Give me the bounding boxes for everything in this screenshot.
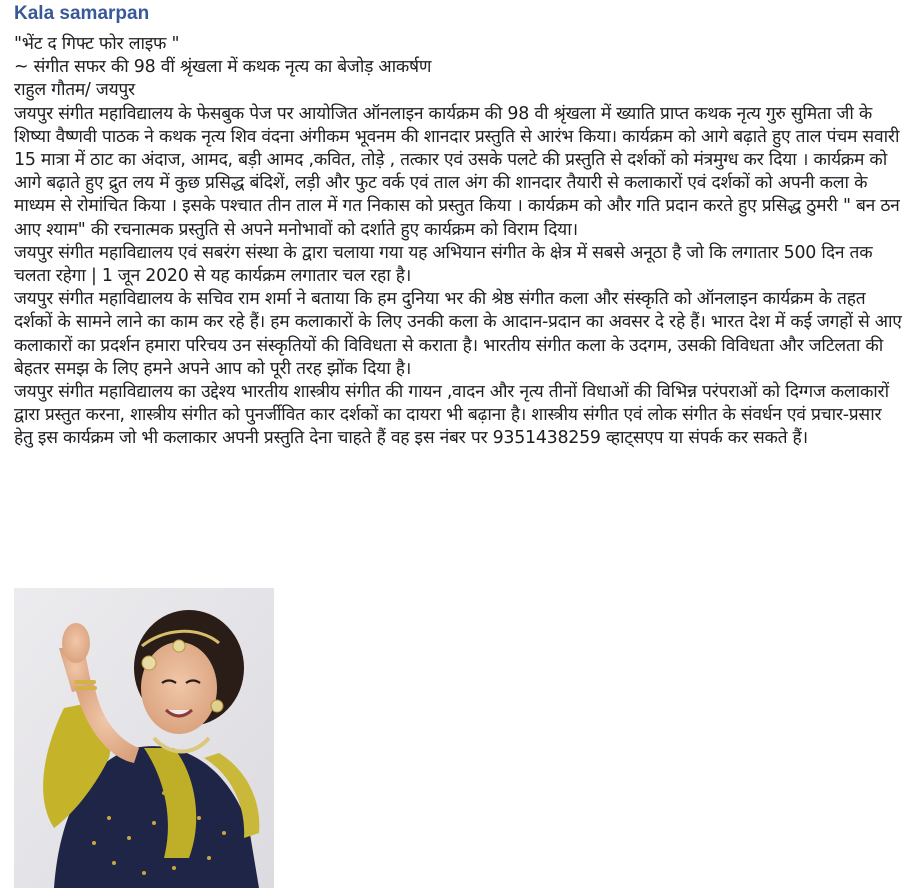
post-author-link[interactable]: Kala samarpan — [14, 3, 150, 24]
post-paragraph: जयपुर संगीत महाविद्यालय के सचिव राम शर्मा ने बताया कि हम दुनिया भर की श्रेष्ठ संगीत कला और संस्कृति को ऑनलाइन कार्यक्रम के तहत दर्शकों के सामने लाने का काम कर रहे हैं। हम कलाकारों के लिए उनकी कला के आदान-प्रदान का अवसर दे रहे हैं। भारत देश में कई जगहों से आए कलाकारों का प्रदर्शन हमारा परिचय उन संस्कृतियों की विविधता से कराता है। भारतीय संगीत कला के उदगम, उसकी विविधता और जटिलता की बेहतर समझ के लिए हमने अपने आप को पूरी तरह झोंक दिया है। — [14, 289, 902, 379]
post-body — [14, 33, 904, 451]
post-paragraph: जयपुर संगीत महाविद्यालय एवं सबरंग संस्था के द्वारा चलाया गया यह अभियान संगीत के क्षेत्र में सबसे अनूठा है जो कि लगातार 500 दिन तक चलता रहेगा | 1 जून 2020 से यह कार्यक्रम लगातार चल रहा है। — [14, 242, 873, 287]
post-photo[interactable] — [14, 588, 274, 888]
post-subtitle-line: ~ संगीत सफर की 98 वीं श्रृंखला में कथक नृत्य का बेजोड़ आकर्षण — [14, 57, 432, 78]
post-title-line: "भेंट द गिफ्ट फोर लाइफ " — [14, 34, 180, 54]
facebook-post — [14, 0, 904, 451]
post-byline: राहुल गौतम/ जयपुर — [14, 80, 135, 101]
post-paragraph: जयपुर संगीत महाविद्यालय का उद्देश्य भारतीय शास्त्रीय संगीत की गायन ,वादन और नृत्य तीनों विधाओं की विभिन्न परंपराओं को दिग्गज कलाकारों द्वारा प्रस्तुत करना, शास्त्रीय संगीत को पुनर्जीवित कार दर्शकों का दायरा भी बढ़ाना है। शास्त्रीय संगीत एवं लोक संगीत के संवर्धन एवं प्रचार-प्रसार हेतु इस कार्यक्रम जो भी कलाकार अपनी प्रस्तुति देना चाहते हैं वह इस नंबर पर 9351438259 व्हाट्सएप या संपर्क कर सकते हैं। — [14, 382, 889, 449]
post-paragraph: जयपुर संगीत महाविद्यालय के फेसबुक पेज पर आयोजित ऑनलाइन कार्यक्रम की 98 वी श्रृंखला में ख्याति प्राप्त कथक नृत्य गुरु सुमिता जी के शिष्या वैष्णवी पाठक ने कथक नृत्य शिव वंदना अंगीकम भूवनम की शानदार प्रस्तुति से आरंभ किया। कार्यक्रम को आगे बढ़ाते हुए ताल पंचम सवारी 15 मात्रा में ठाट का अंदाज, आमद, बड़ी आमद ,कवित, तोड़े , तत्कार एवं उसके पलटे की प्रस्तुति से दर्शकों को मंत्रमुग्ध कर दिया । कार्यक्रम को आगे बढ़ाते हुए द्रुत लय में कुछ प्रसिद्ध बंदिशें, लड़ी और फुट वर्क एवं ताल अंग की शानदार तैयारी से कलाकारों एवं दर्शकों को अपनी कला के माध्यम से रोमांचित किया । इसके पश्चात तीन ताल में गत निकास को प्रस्तुत किया । कार्यक्रम को और गति प्रदान करते हुए प्रसिद्ध ठुमरी " बन ठन आए श्याम" की रचनात्मक प्रस्तुति से अपने मनोभावों को दर्शाते हुए कार्यक्रम को विराम दिया। — [14, 103, 900, 240]
dancer-photo-illustration — [14, 588, 274, 888]
